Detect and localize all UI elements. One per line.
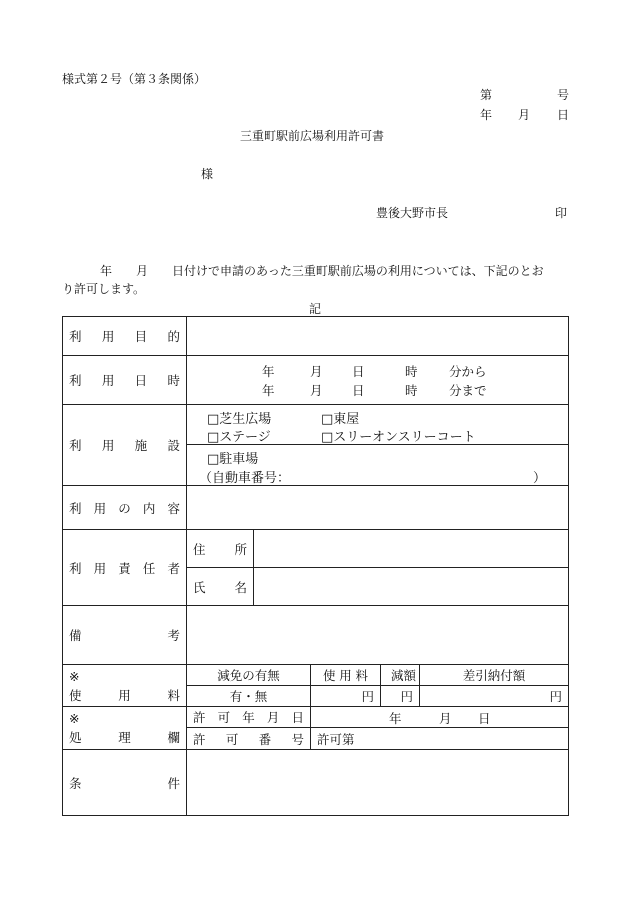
doc-date-month: 月 bbox=[518, 108, 531, 122]
row-fee-header bbox=[63, 665, 569, 686]
remarks-value[interactable] bbox=[187, 606, 569, 665]
row-conditions bbox=[63, 750, 569, 816]
content-value[interactable] bbox=[187, 486, 569, 530]
seal-mark: 印 bbox=[555, 206, 568, 220]
facility-options-a bbox=[187, 405, 569, 445]
doc-number-suffix: 号 bbox=[557, 88, 570, 102]
ki-heading: 記 bbox=[309, 302, 322, 316]
fee-header: 使 用 料 bbox=[311, 665, 381, 686]
row-purpose bbox=[63, 317, 569, 356]
address-value[interactable] bbox=[254, 530, 569, 568]
row-responsible-address bbox=[63, 530, 569, 568]
facility-options-b bbox=[187, 445, 569, 486]
balance-value[interactable]: 円 bbox=[420, 686, 569, 707]
doc-number-prefix: 第 bbox=[480, 88, 493, 102]
car-number-close: ） bbox=[533, 470, 547, 486]
page-title: 三重町駅前広場利用許可書 bbox=[240, 129, 385, 143]
reduction-value[interactable]: 円 bbox=[381, 686, 420, 707]
remarks-label: 備 考 bbox=[63, 606, 187, 665]
row-content bbox=[63, 486, 569, 530]
exemption-value[interactable]: 有・無 bbox=[187, 686, 311, 707]
content-label: 利 用 の 内 容 bbox=[63, 486, 187, 530]
row-remarks bbox=[63, 606, 569, 665]
row-facility-a bbox=[63, 405, 569, 445]
reduction-header: 減 額 bbox=[381, 665, 420, 686]
body-line-1: 年 月 日付けで申請のあった三重町駅前広場の利用については、下記のとお bbox=[100, 264, 544, 278]
addressee-sama: 様 bbox=[201, 167, 214, 181]
conditions-label: 条 件 bbox=[63, 750, 187, 816]
doc-date-year: 年 bbox=[480, 108, 493, 122]
checkbox-azumaya[interactable]: □東屋 bbox=[321, 411, 360, 427]
checkbox-three-on-three[interactable]: □スリーオンスリーコート bbox=[321, 429, 476, 445]
form-code: 様式第２号（第３条関係） bbox=[62, 72, 207, 86]
name-value[interactable] bbox=[254, 568, 569, 606]
responsible-label: 利 用 責 任 者 bbox=[63, 530, 187, 606]
checkbox-stage[interactable]: □ステージ bbox=[207, 429, 271, 445]
proc-label: ※ 処 理 欄 bbox=[63, 707, 187, 750]
row-permit-date bbox=[63, 707, 569, 728]
checkbox-parking[interactable]: □駐車場 bbox=[207, 451, 259, 467]
row-datetime bbox=[63, 356, 569, 405]
permit-date-value[interactable]: 年 月 日 bbox=[311, 707, 569, 728]
doc-date-day: 日 bbox=[557, 108, 570, 122]
fee-value[interactable]: 円 bbox=[311, 686, 381, 707]
permit-number-value[interactable]: 許可第 bbox=[311, 728, 569, 750]
body-line-2: り許可します。 bbox=[62, 282, 146, 296]
fee-label: ※ 使 用 料 bbox=[63, 665, 187, 707]
datetime-value[interactable]: 年 月 日 時 分から 年 月 日 時 分まで bbox=[187, 356, 569, 405]
facility-label: 利 用 施 設 bbox=[63, 405, 187, 486]
name-label: 氏 名 bbox=[187, 568, 254, 606]
purpose-value[interactable] bbox=[187, 317, 569, 356]
checkbox-shiba[interactable]: □芝生広場 bbox=[207, 411, 272, 427]
purpose-label: 利 用 目 的 bbox=[63, 317, 187, 356]
permit-table bbox=[62, 316, 569, 816]
permit-number-label: 許 可 番 号 bbox=[187, 728, 311, 750]
address-label: 住 所 bbox=[187, 530, 254, 568]
datetime-label: 利 用 日 時 bbox=[63, 356, 187, 405]
conditions-value[interactable] bbox=[187, 750, 569, 816]
car-number-open: （自動車番号： bbox=[199, 470, 291, 486]
issuer-name: 豊後大野市長 bbox=[376, 206, 449, 220]
permit-date-label: 許 可 年 月 日 bbox=[187, 707, 311, 728]
balance-header: 差引納付額 bbox=[420, 665, 569, 686]
exemption-header: 減免の有無 bbox=[187, 665, 311, 686]
